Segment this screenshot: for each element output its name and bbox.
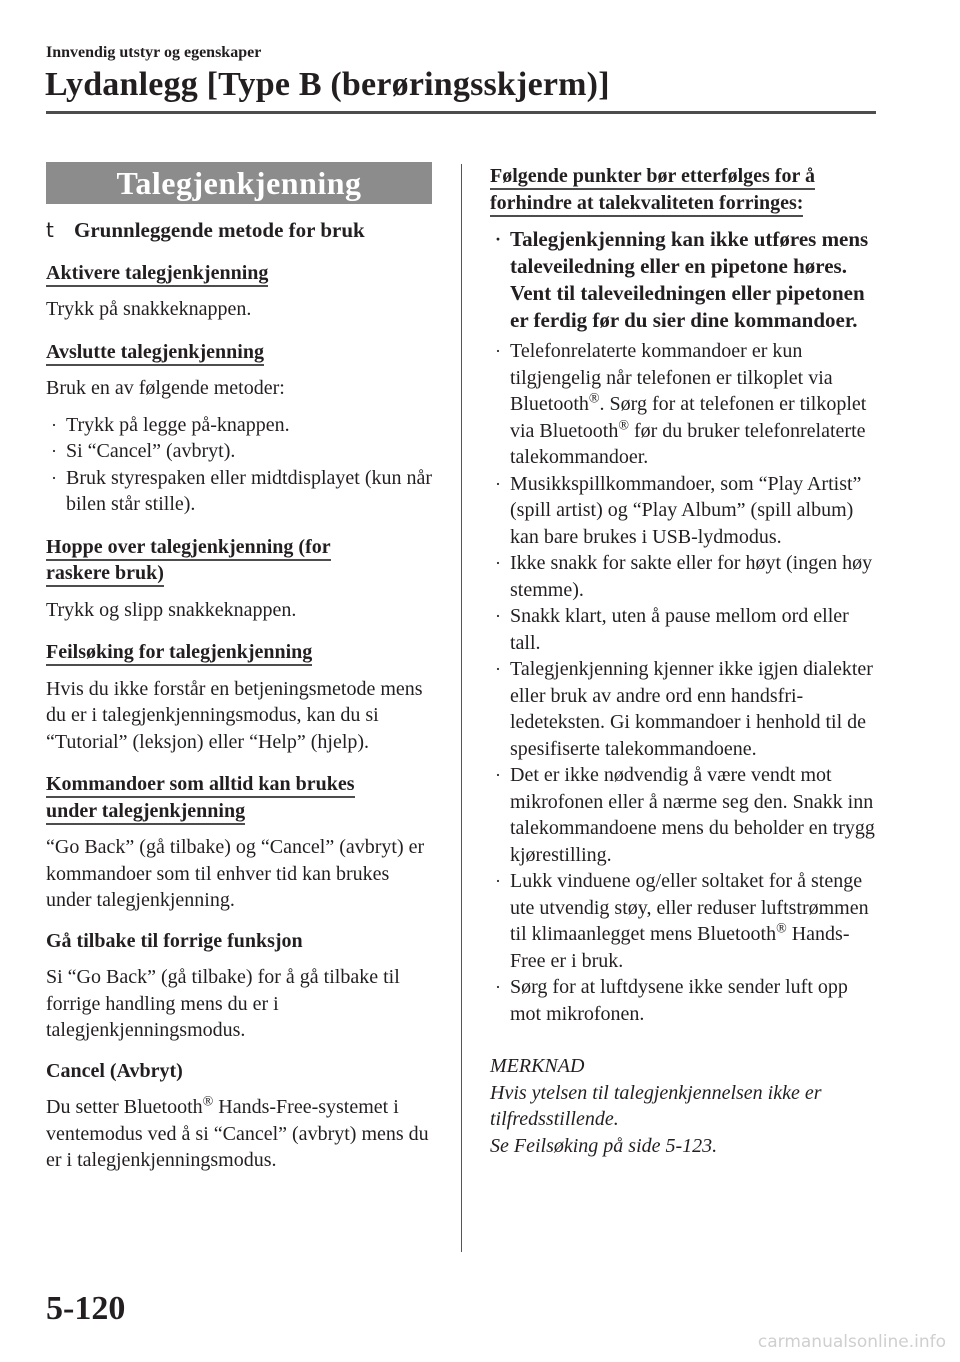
note-label: MERKNAD — [490, 1055, 585, 1077]
list-item: · Ikke snakk for sakte eller for høyt (ingen høy stemme). — [495, 552, 873, 601]
back-heading: Gå tilbake til forrige funksjon — [46, 929, 303, 952]
page-title: Lydanlegg [Type B (berøringsskjerm)] — [45, 66, 610, 103]
list-item: · Talegjenkjenning kjenner ikke igjen dialekter eller bruk av andre ord enn handsfri-ledeteksten. Gi kommandoer i henhold til de spesifiserte talekommandoene. — [495, 658, 873, 760]
heading-marker-icon: t — [46, 218, 54, 242]
important-bullet-list — [490, 226, 882, 334]
always-heading-line-2: under talegjenkjenning — [46, 800, 245, 825]
watermark: carmanualsonline.info — [757, 1332, 946, 1352]
trouble-text: Hvis du ikke forstår en betjeningsmetode mens du er i talegjenkjenningsmodus, kan du si “Tutorial” (leksjon) eller “Help” (hjelp). — [46, 677, 423, 753]
list-item: · Bruk styrespaken eller midtdisplayet (kun når bilen står stille). — [51, 466, 433, 515]
back-text: Si “Go Back” (gå tilbake) for å gå tilbake til forrige handling mens du er i talegjenkjenningsmodus. — [46, 966, 400, 1041]
skip-text: Trykk og slipp snakkeknappen. — [46, 598, 297, 621]
end-text: Bruk en av følgende metoder: — [46, 377, 285, 399]
list-item: · Si “Cancel” (avbryt). — [51, 440, 236, 462]
right-column — [490, 163, 882, 1159]
list-item: · Talegjenkjenning kan ikke utføres mens taleveiledning eller en pipetone høres. Vent til taleveiledningen eller pipetonen er ferdig før du sier dine kommandoer. — [495, 227, 869, 332]
end-bullet-list — [46, 412, 436, 518]
tips-bullet-list — [490, 338, 882, 1027]
always-heading — [46, 771, 436, 824]
note-reference: Se Feilsøking på side 5-123. — [490, 1134, 718, 1157]
list-item: · Sørg for at luftdysene ikke sender luft opp mot mikrofonen. — [495, 976, 848, 1025]
always-text: “Go Back” (gå tilbake) og “Cancel” (avbryt) er kommandoer som til enhver tid kan brukes under talegjenkjenning. — [46, 836, 425, 911]
cancel-text: Du setter Bluetooth® Hands-Free-systemet i ventemodus ved å si “Cancel” (avbryt) mens du er i talegjenkjenningsmodus. — [46, 1094, 429, 1171]
list-item: · Snakk klart, uten å pause mellom ord eller tall. — [495, 605, 849, 654]
activate-heading — [46, 260, 436, 287]
skip-heading — [46, 534, 436, 587]
left-column — [46, 217, 436, 1174]
section-banner: Talegjenkjenning — [46, 162, 432, 204]
column-divider — [461, 164, 462, 1252]
note-text: Hvis ytelsen til talegjenkjennelsen ikke er tilfredsstillende. — [490, 1081, 822, 1130]
quality-heading — [490, 163, 882, 216]
list-item: · Lukk vinduene og/eller soltaket for å stenge ute utvendig støy, eller reduser luftstrømmen til klimaanlegget mens Bluetooth® Hands-Free er i bruk. — [495, 870, 869, 972]
list-item: · Musikkspillkommandoer, som “Play Artist” (spill artist) og “Play Album” (spill album) kan bare brukes i USB-lydmodus. — [495, 472, 862, 548]
skip-heading-line-1: Hoppe over talegjenkjenning (for — [46, 536, 331, 561]
quality-heading-line-2: forhindre at talekvaliteten forringes: — [490, 192, 803, 217]
trouble-heading-text: Feilsøking for talegjenkjenning — [46, 641, 312, 666]
end-heading-text: Avslutte talegjenkjenning — [46, 341, 264, 366]
page-number: 5-120 — [46, 1290, 126, 1327]
skip-heading-line-2: raskere bruk) — [46, 562, 164, 587]
list-item: · Telefonrelaterte kommandoer er kun tilgjengelig når telefonen er tilkoplet via Bluetooth®. Sørg for at telefonen er tilkoplet via Bluetooth® før du bruker telefonrelaterte talekommandoer. — [495, 340, 867, 468]
always-heading-line-1: Kommandoer som alltid kan brukes — [46, 773, 355, 798]
activate-heading-text: Aktivere talegjenkjenning — [46, 262, 268, 287]
list-item: · Det er ikke nødvendig å være vendt mot mikrofonen eller å nærme seg den. Snakk inn talekommandoene mens du beholder en trygg kjørestilling. — [495, 764, 875, 866]
main-heading-text: Grunnleggende metode for bruk — [74, 218, 365, 242]
trouble-heading — [46, 639, 436, 666]
main-heading — [46, 217, 436, 244]
title-divider — [46, 111, 876, 114]
section-label: Innvendig utstyr og egenskaper — [46, 44, 262, 61]
quality-heading-line-1: Følgende punkter bør etterfølges for å — [490, 165, 815, 190]
cancel-heading: Cancel (Avbryt) — [46, 1059, 183, 1082]
list-item: · Trykk på legge på-knappen. — [51, 413, 290, 436]
activate-text: Trykk på snakkeknappen. — [46, 298, 252, 320]
end-heading — [46, 339, 436, 366]
